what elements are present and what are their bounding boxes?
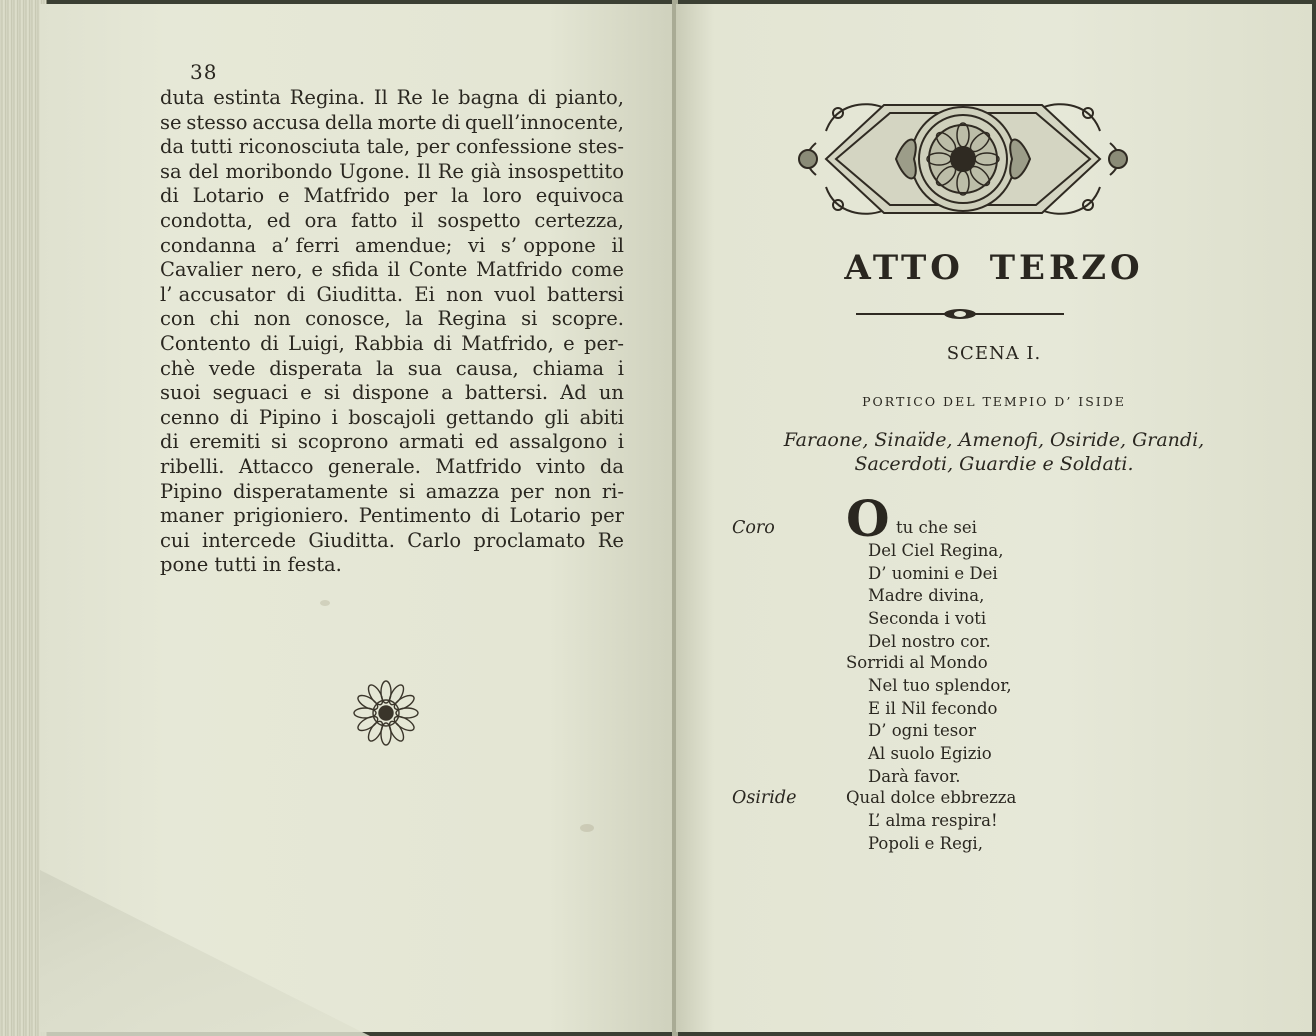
- scene-title: SCENA I.: [946, 343, 1042, 364]
- word: Regina.: [289, 86, 366, 109]
- word: insospettito: [507, 159, 624, 183]
- word: confessione: [455, 135, 572, 159]
- text-line: [160, 455, 624, 480]
- word: il: [411, 208, 424, 232]
- word: battersi.: [464, 381, 549, 405]
- word: i: [331, 405, 338, 429]
- word: la: [405, 307, 424, 331]
- word: da: [599, 454, 624, 478]
- word: non: [446, 282, 483, 306]
- word: Matfrido: [476, 258, 563, 282]
- word: Rabbia: [354, 331, 424, 355]
- speaker-coro: Coro: [732, 518, 775, 538]
- word: abiti: [579, 405, 624, 429]
- word: per: [510, 479, 544, 503]
- word: la: [451, 184, 469, 208]
- word: vede: [208, 356, 256, 380]
- word: pone: [160, 553, 209, 577]
- word: di: [160, 184, 179, 208]
- word: Matfrido,: [461, 331, 554, 355]
- word: vinto: [536, 454, 586, 478]
- word: bagna: [458, 86, 519, 109]
- word: cenno: [160, 405, 220, 429]
- word: accusa: [252, 110, 320, 134]
- left-page-body: [160, 86, 624, 578]
- verse-line: Sorridi al Mondo: [846, 653, 988, 672]
- word: non: [554, 479, 592, 503]
- word: gli: [544, 405, 570, 429]
- word: Lotario: [192, 184, 265, 208]
- word: sfida: [331, 258, 379, 282]
- word: proclamato: [473, 528, 586, 552]
- word: conosce,: [305, 307, 391, 331]
- word: tale,: [366, 135, 411, 159]
- text-line: [160, 529, 624, 554]
- character-list: [676, 428, 1312, 476]
- word: di: [286, 282, 306, 306]
- word: amendue;: [355, 233, 453, 257]
- word: stes-: [577, 135, 624, 159]
- word: e: [311, 258, 323, 282]
- verse-line: E il Nil fecondo: [868, 698, 998, 718]
- word: Matfrido: [303, 184, 390, 208]
- word: armati: [398, 430, 465, 454]
- word: sa: [160, 159, 182, 183]
- verse-line: Seconda i voti: [868, 609, 987, 629]
- word: i: [617, 430, 624, 454]
- word: loro: [482, 184, 522, 208]
- word: chè: [160, 356, 196, 380]
- word: Lotario: [509, 504, 581, 528]
- verse-line: tu che sei: [896, 518, 977, 537]
- coro-verse-block-2: [868, 675, 1012, 789]
- word: Conte: [408, 258, 468, 282]
- word: condotta,: [160, 208, 253, 232]
- word: dispone: [352, 381, 430, 405]
- word: di: [160, 430, 179, 454]
- word: chiama: [532, 356, 604, 380]
- word: per: [403, 184, 438, 208]
- character-list-line-1: Faraone, Sinaïde, Amenofi, Osiride, Grandi,: [783, 429, 1205, 451]
- word: il: [387, 258, 400, 282]
- word: Ugone.: [339, 159, 411, 183]
- word: le: [431, 86, 450, 109]
- word: Cavalier: [160, 258, 243, 282]
- word: il: [611, 233, 624, 257]
- word: ribelli.: [160, 454, 225, 478]
- word: condanna: [160, 233, 257, 257]
- word: i: [617, 356, 624, 380]
- verse-line: Del nostro cor.: [868, 631, 991, 651]
- text-line: [160, 504, 624, 529]
- word: Pentimento: [358, 504, 472, 528]
- word: a’ ferri: [271, 233, 340, 257]
- word: eremiti: [189, 430, 261, 454]
- word: e: [278, 184, 290, 208]
- word: e: [563, 331, 575, 355]
- word: boscajoli: [348, 405, 436, 429]
- verse-line: Nel tuo splendor,: [868, 676, 1012, 695]
- text-line: [160, 480, 624, 505]
- paper-stain: [320, 600, 330, 606]
- word: ed: [266, 208, 291, 232]
- word: si: [271, 430, 288, 454]
- word: maner: [160, 504, 224, 528]
- word: si: [521, 307, 538, 331]
- verse-line: Qual dolce ebbrezza: [846, 788, 1017, 807]
- headpiece-ornament-icon: [796, 93, 1130, 225]
- word: da: [160, 135, 185, 159]
- word: morte: [377, 110, 437, 134]
- text-line: [160, 381, 624, 406]
- word: di: [527, 86, 547, 109]
- word: amazza: [425, 479, 500, 503]
- verse-line: D’ uomini e Dei: [868, 563, 998, 583]
- paper-stain: [580, 824, 594, 832]
- word: sua: [407, 356, 442, 380]
- word: nero,: [251, 258, 303, 282]
- word: pianto,: [555, 86, 624, 109]
- word: tutti: [214, 553, 257, 577]
- word: di: [229, 405, 249, 429]
- word: stesso: [186, 110, 248, 134]
- word: come: [571, 258, 624, 282]
- word: fatto: [351, 208, 398, 232]
- verse-line: Popoli e Regi,: [868, 833, 983, 853]
- verse-line: Del Ciel Regina,: [868, 541, 1004, 560]
- word: intercede: [202, 528, 297, 552]
- text-line: [160, 111, 624, 136]
- word: Giuditta.: [316, 282, 404, 306]
- verse-line: Al suolo Egizio: [868, 744, 992, 764]
- osiride-verse-block: [868, 810, 998, 855]
- word: scopre.: [551, 307, 624, 331]
- page-number: 38: [190, 60, 218, 84]
- word: duta: [160, 86, 205, 109]
- text-line: [160, 357, 624, 382]
- word: suoi: [160, 381, 201, 405]
- word: Contento: [160, 331, 251, 355]
- text-line: [160, 283, 624, 308]
- text-line: [160, 234, 624, 259]
- word: generale.: [327, 454, 421, 478]
- word: a: [441, 381, 453, 405]
- word: Ei: [414, 282, 435, 306]
- word: gettando: [445, 405, 534, 429]
- word: Matfrido: [435, 454, 522, 478]
- text-line: [160, 258, 624, 283]
- word: Pipino: [160, 479, 223, 503]
- text-line: [160, 430, 624, 455]
- word: scoprono: [297, 430, 389, 454]
- speaker-osiride: Osiride: [732, 788, 797, 808]
- text-line: [160, 209, 624, 234]
- word: di: [433, 331, 452, 355]
- word: già: [470, 159, 502, 183]
- word: per: [416, 135, 450, 159]
- word: certezza,: [534, 208, 624, 232]
- word: riconosciuta: [238, 135, 361, 159]
- word: della: [324, 110, 373, 134]
- word: se: [160, 110, 182, 134]
- word: vuol: [494, 282, 536, 306]
- word: Regina: [437, 307, 507, 331]
- word: festa.: [287, 553, 342, 577]
- word: del: [188, 159, 219, 183]
- rosette-ornament-icon: [350, 677, 422, 749]
- word: Giuditta.: [308, 528, 395, 552]
- drop-cap: O: [846, 489, 890, 548]
- word: e: [300, 381, 312, 405]
- word: disperata: [269, 356, 363, 380]
- text-line: [160, 332, 624, 357]
- word: equivoca: [535, 184, 624, 208]
- coro-verse-block-1: [868, 540, 1003, 654]
- word: non: [253, 307, 291, 331]
- word: Re: [396, 86, 423, 109]
- text-line: [160, 553, 624, 578]
- text-line: [160, 406, 624, 431]
- word: prigioniero.: [233, 504, 350, 528]
- verse-line: Darà favor.: [868, 766, 961, 786]
- word: Luigi,: [288, 331, 345, 355]
- word: ed: [474, 430, 499, 454]
- word: si: [323, 381, 340, 405]
- word: la: [376, 356, 395, 380]
- word: l’ accusator: [160, 282, 276, 306]
- word: estinta: [213, 86, 281, 109]
- word: Re: [437, 159, 464, 183]
- character-list-line-2: Sacerdoti, Guardie e Soldati.: [854, 453, 1134, 475]
- word: Re: [597, 528, 624, 552]
- word: per: [590, 504, 624, 528]
- word: in: [262, 553, 282, 577]
- text-line: [160, 184, 624, 209]
- word: un: [598, 381, 624, 405]
- scene-location: PORTICO DEL TEMPIO D’ ISIDE: [862, 394, 1126, 409]
- text-line: [160, 160, 624, 185]
- act-title: ATTO TERZO: [844, 248, 1144, 288]
- word: di: [260, 331, 279, 355]
- word: seguaci: [212, 381, 289, 405]
- word: sospetto: [437, 208, 521, 232]
- word: tutti: [190, 135, 233, 159]
- word: Il: [416, 159, 431, 183]
- verse-line: Madre divina,: [868, 586, 985, 606]
- text-line: [160, 135, 624, 160]
- verse-line: D’ ogni tesor: [868, 721, 977, 741]
- word: quell’innocente,: [465, 110, 624, 134]
- text-line: [160, 86, 624, 111]
- word: con: [160, 307, 196, 331]
- divider-rule-icon: [856, 305, 1064, 323]
- word: per-: [584, 331, 624, 355]
- word: moribondo: [225, 159, 333, 183]
- word: Pipino: [258, 405, 322, 429]
- word: disperatamente: [233, 479, 389, 503]
- word: di: [441, 110, 461, 134]
- word: Carlo: [407, 528, 462, 552]
- text-line: [160, 307, 624, 332]
- word: Attacco: [238, 454, 314, 478]
- word: Ad: [560, 381, 587, 405]
- word: causa,: [455, 356, 519, 380]
- word: di: [481, 504, 500, 528]
- word: Il: [373, 86, 388, 109]
- word: battersi: [547, 282, 624, 306]
- word: ri-: [601, 479, 624, 503]
- word: assalgono: [509, 430, 608, 454]
- word: cui: [160, 528, 190, 552]
- word: ora: [304, 208, 338, 232]
- word: si: [398, 479, 416, 503]
- verse-line: L’ alma respira!: [868, 811, 998, 830]
- word: chi: [209, 307, 240, 331]
- word: vi: [468, 233, 486, 257]
- word: s’ oppone: [500, 233, 596, 257]
